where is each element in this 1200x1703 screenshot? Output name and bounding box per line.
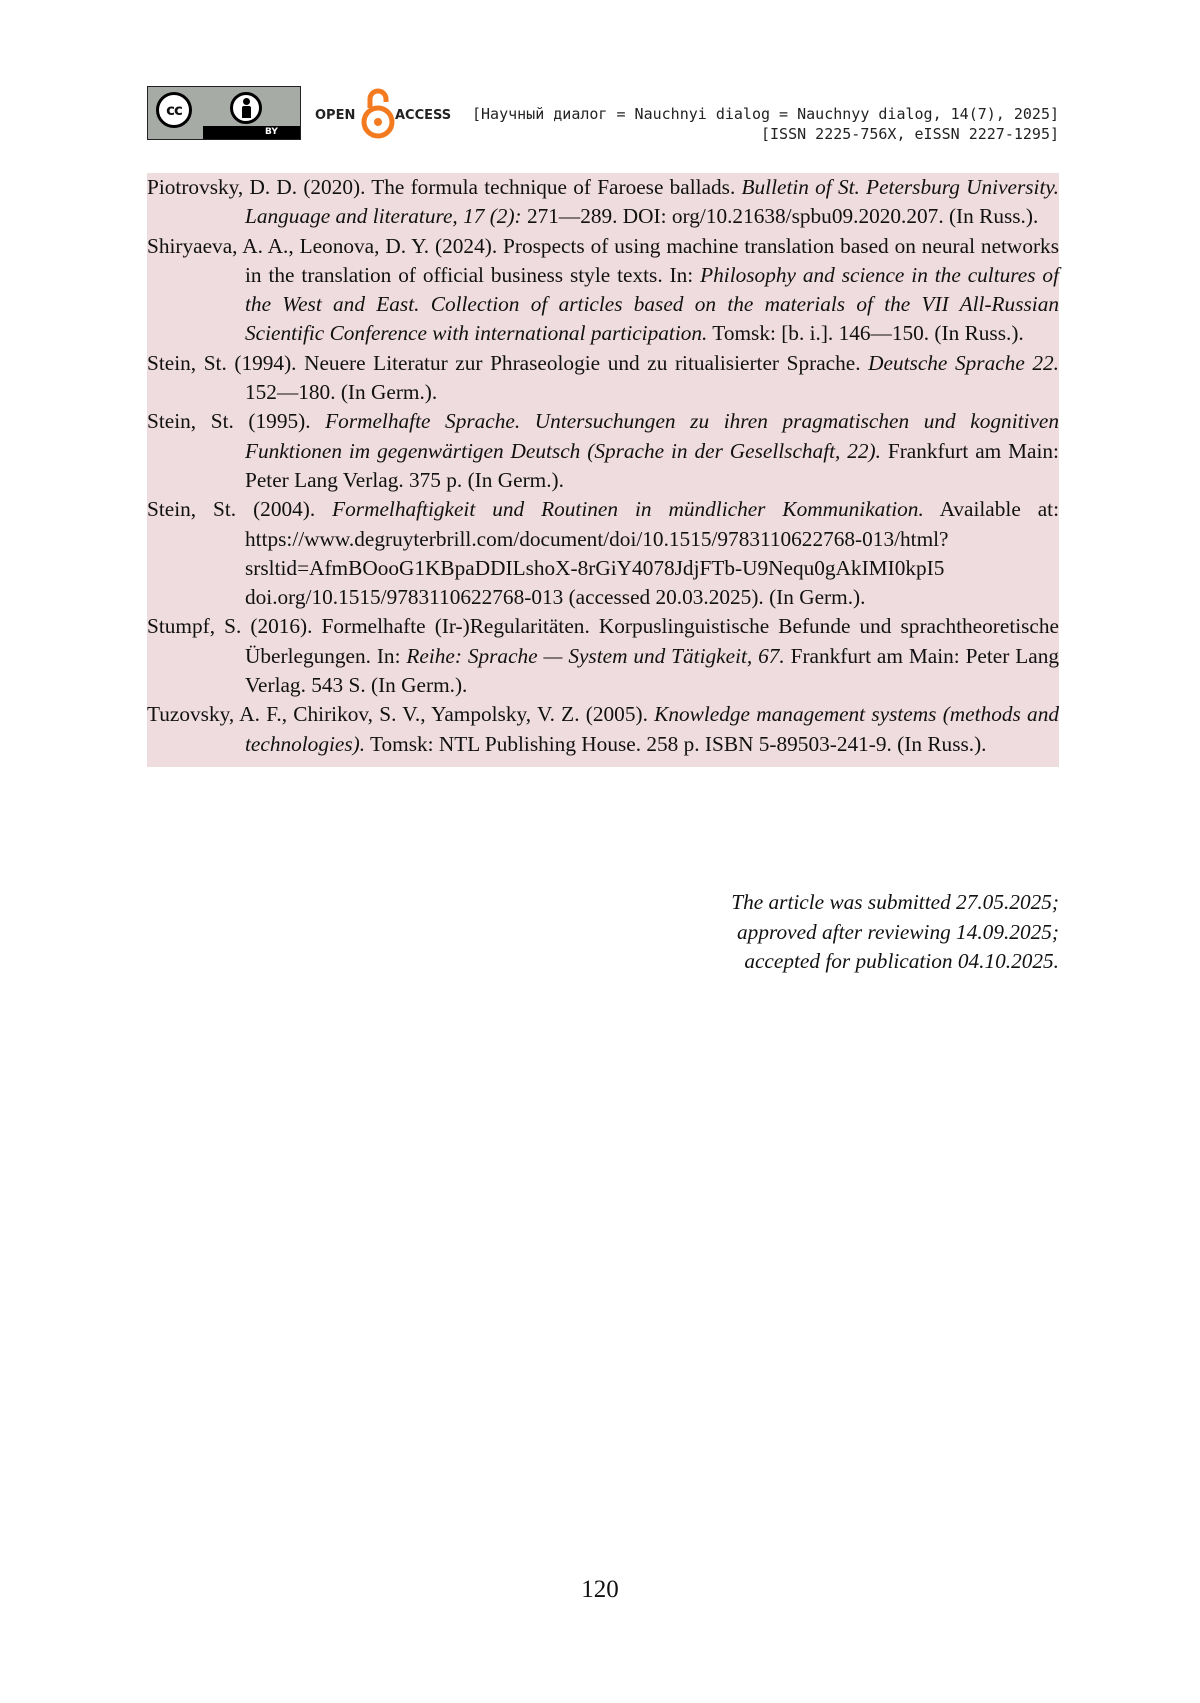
open-access-logo xyxy=(315,86,465,140)
page-number: 120 xyxy=(581,1576,619,1603)
reference-item: Stein, St. (1995). Formelhafte Sprache. Untersuchungen zu ihren pragmatischen und kognitiven Funktionen im gegenwärtigen Deutsch (Sprache in der Gesellschaft, 22). Frankfurt am Main: Peter Lang Verlag. 375 p. (In Germ.). xyxy=(147,409,1059,492)
cc-by-license-logo xyxy=(147,86,301,140)
reference-item: Tuzovsky, A. F., Chirikov, S. V., Yampolsky, V. Z. (2005). Knowledge management systems (methods and technologies). Tomsk: NTL Publishing House. 258 p. ISBN 5-89503-241-9. (In Russ.). xyxy=(147,702,1059,756)
cc-text: cc xyxy=(166,101,182,119)
reference-item: Stumpf, S. (2016). Formelhafte (Ir-)Regularitäten. Korpuslinguistische Befunde und sprachtheoretische Überlegungen. In: Reihe: Sprache — System und Tätigkeit, 67. Frankfurt am Main: Peter Lang Verlag. 543 S. (In Germ.). xyxy=(147,614,1059,698)
journal-info xyxy=(472,104,1059,144)
submitted-date: The article was submitted 27.05.2025; xyxy=(731,890,1059,914)
license-by-label: BY xyxy=(203,126,300,139)
reference-list xyxy=(147,173,1059,767)
attribution-icon xyxy=(230,92,262,124)
reference-item: Shiryaeva, A. A., Leonova, D. Y. (2024). Prospects of using machine translation based on neural networks in the translation of official business style texts. In: Philosophy and science in the cultures of the West and East. Collection of articles based on the materials of the VII All-Russian Scientific Conference with international participation. Tomsk: [b. i.]. 146—150. (In Russ.). xyxy=(147,233,1059,346)
reference-item: Stein, St. (2004). Formelhaftigkeit und Routinen in mündlicher Kommunikation. Available at: https://www.degruyterbrill.com/document/doi/10.1515/9783110622768-013/html?srsltid=AfmBOooG1KBpaDDILshoX-8rGiY4078JdjFTb-U9Nequ0gAkIMI0kpI5 doi.org/10.1515/9783110622768-013 (accessed 20.03.2025). (In Germ.). xyxy=(147,497,1060,610)
page-header xyxy=(147,86,1059,146)
accepted-date: accepted for publication 04.10.2025. xyxy=(744,949,1059,973)
journal-citation: [Научный диалог = Nauchnyi dialog = Nauchnyy dialog, 14(7), 2025] xyxy=(472,105,1059,123)
reference-item: Stein, St. (1994). Neuere Literatur zur Phraseologie und zu ritualisierter Sprache. Deutsche Sprache 22. 152—180. (In Germ.). xyxy=(147,350,1059,405)
open-access-label-open: OPEN xyxy=(315,108,356,123)
open-access-label-access: ACCESS xyxy=(395,108,452,123)
journal-issn: [ISSN 2225-756X, eISSN 2227-1295] xyxy=(760,125,1059,143)
open-access-lock-icon xyxy=(361,86,395,140)
reference-item: Piotrovsky, D. D. (2020). The formula technique of Faroese ballads. Bulletin of St. Petersburg University. Language and literature, 17 (2): 271—289. DOI: org/10.21638/spbu09.2020.207. (In Russ.). xyxy=(147,175,1059,229)
cc-icon xyxy=(156,92,192,128)
approved-date: approved after reviewing 14.09.2025; xyxy=(737,919,1059,944)
article-dates xyxy=(731,888,1059,977)
